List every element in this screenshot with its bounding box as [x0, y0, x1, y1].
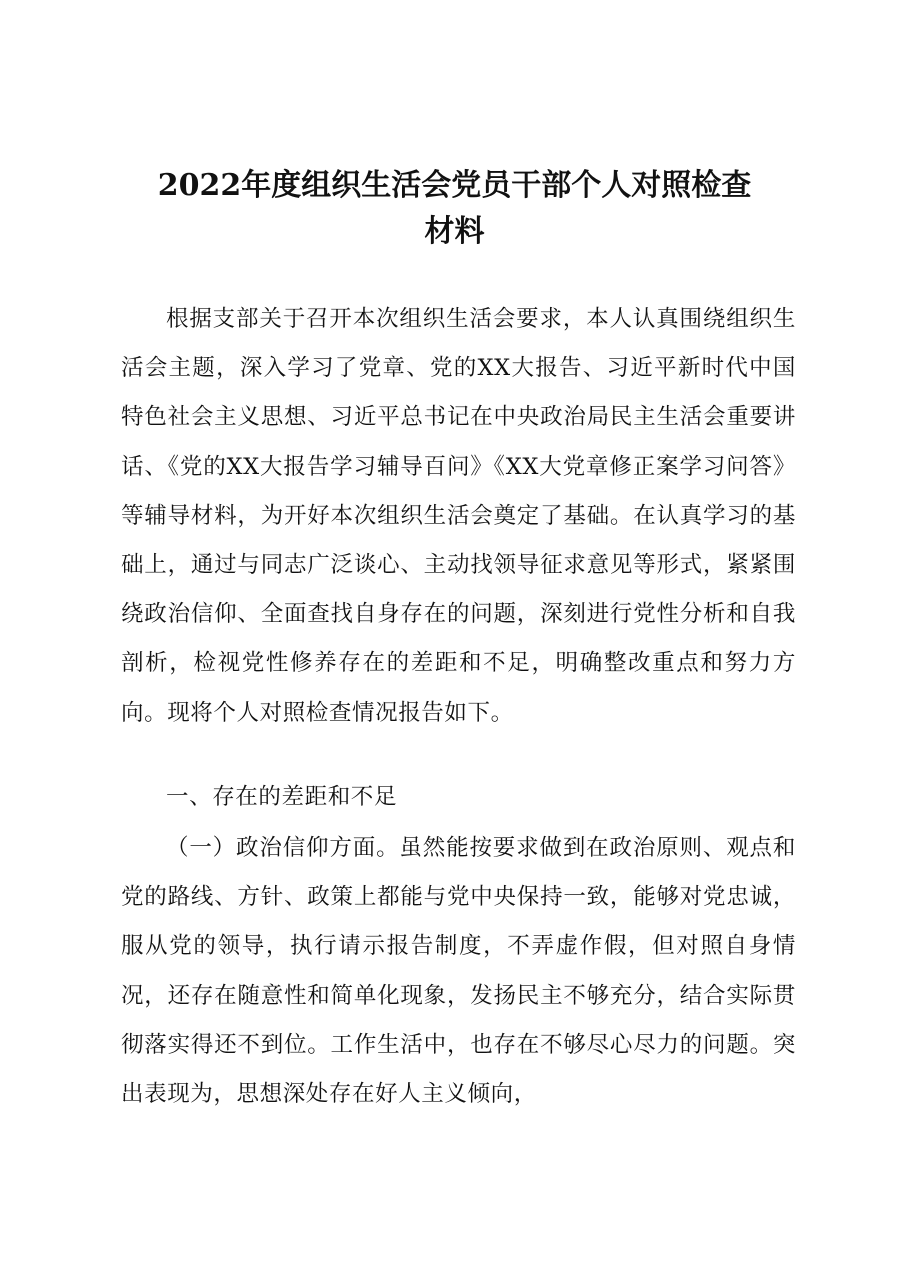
political-belief-paragraph: （一）政治信仰方面。虽然能按要求做到在政治原则、观点和党的路线、方针、政策上都能与党中央保持一致，能够对党忠诚，服从党的领导，执行请示报告制度，不弄虚作假，但对照自身情况，还存在随意性和简单化现象，发扬民主不够充分，结合实际贯彻落实得还不到位。工作生活中，也存在不够尽心尽力的问题。突出表现为，思想深处存在好人主义倾向， [121, 835, 796, 1108]
document-title-line-2: 材料 [424, 214, 485, 249]
section-heading: 一、存在的差距和不足 [166, 784, 398, 810]
intro-paragraph: 根据支部关于召开本次组织生活会要求，本人认真围绕组织生活会主题，深入学习了党章、党的XX大报告、习近平新时代中国特色社会主义思想、习近平总书记在中央政治局民主生活会重要讲话、《党的XX大报告学习辅导百问》《XX大党章修正案学习问答》等辅导材料，为开好本次组织生活会奠定了基础。在认真学习的基础上，通过与同志广泛谈心、主动找领导征求意见等形式，紧紧围绕政治信仰、全面查找自身存在的问题，深刻进行党性分析和自我剖析，检视党性修养存在的差距和不足，明确整改重点和努力方向。现将个人对照检查情况报告如下。 [121, 306, 796, 726]
document-title-line-1: 2022年度组织生活会党员干部个人对照检查 [157, 168, 752, 203]
